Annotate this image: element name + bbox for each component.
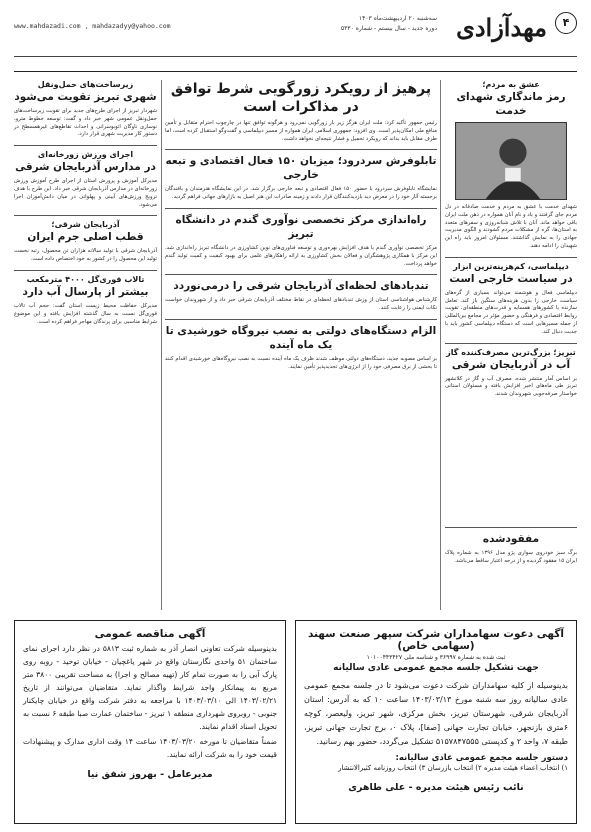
ad-body: بدینوسیله از کلیه سهامداران شرکت دعوت می‌شود تا در جلسه مجمع عمومی عادی سالیانه روز سه شنبه مورخ ۱۴۰۳/۰۳/۱۳ ساعت ۱۰ که به آدرس: استان آذربایجان شرقی، شهرستان تبریز، بخش مرکزی، شهر تبریز، ولیعصر، کوچه ۶متری بازنجهر، خیابان تجارت جهانی [صفا]، پلاک ۰، برج تجارت جهانی تبریز، طبقه ۷، واحد ۲ و کدپستی ۵۱۵۷۸۴۷۵۵۵ تشکیل می‌گردد، حضور بهم رسانید.	[304, 681, 569, 746]
section-divider	[445, 257, 577, 258]
article-headline: تندبادهای لحظه‌ای آذربایجان شرقی را درمی‌نوردد	[173, 280, 429, 293]
article-body: مدیرکل آموزش و پرورش استان از اجرای طرح آموزش ورزش زورخانه‌ای در مدارس آذربایجان شرقی خبر داد. این طرح با هدف ترویج ورزش‌های آیینی و پهلوانی در میان دانش‌آموزان اجرا می‌شود.	[14, 178, 157, 208]
article-wetland	[14, 275, 157, 326]
ad-title: آگهی مناقصه عمومی	[94, 628, 206, 640]
article-kicker: عشق به مردم؛	[482, 80, 540, 89]
article-solar	[165, 324, 437, 372]
right-column	[445, 80, 577, 405]
article-kicker: اجرای ورزش زورخانه‌ای	[37, 150, 134, 160]
issue-date: سه‌شنبه ۲۰ اردیبهشت‌ماه ۱۴۰۳	[358, 15, 437, 22]
newspaper-page	[14, 8, 577, 824]
article-body: دیپلماسی فعال و هوشمند می‌تواند بسیاری از گره‌های سیاست خارجی را بدون هزینه‌های سنگین باز کند. تعامل سازنده با کشورهای همسایه و قدرت‌های منطقه‌ای، تقویت روابط اقتصادی و فرهنگی و حضور مؤثر در مجامع بین‌المللی از جمله مسیرهایی است که دستگاه دیپلماسی کشور باید با جدیت دنبال کند.	[445, 289, 577, 335]
section-divider	[165, 319, 437, 320]
masthead	[14, 8, 577, 72]
article-zurkhaneh	[14, 150, 157, 209]
article-headline: در سیاست خارجی است	[449, 272, 573, 285]
ad-title: آگهی دعوت سهامداران شرکت سپهر صنعت سهند (سهامی خاص)	[307, 628, 565, 652]
article-body: آذربایجان شرقی با تولید سالانه هزاران تن محصول، رتبه نخست تولید این محصول را در کشور به خود اختصاص داده است.	[14, 248, 157, 263]
section-divider	[165, 149, 437, 150]
section-divider	[445, 527, 577, 528]
email-link[interactable]: mahdazadyy@yahoo.com	[92, 22, 171, 30]
article-kicker: تبریز؛ بزرگ‌ترین مصرف‌کننده گاز	[446, 347, 576, 357]
article-headline: قطب اصلی جرم ایران	[27, 231, 144, 244]
lost-notice	[445, 524, 577, 572]
article-body: رئیس جمهور تأکید کرد: ملت ایران هرگز زیر بار زورگویی نمی‌رود و هرگونه توافق تنها در چارچوب احترام متقابل و تأمین منافع ملی امکان‌پذیر است. وی افزود: جمهوری اسلامی ایران همواره از مسیر دیپلماسی و گفت‌وگو استقبال کرده است، اما طرف مقابل باید بداند که رویکرد تحمیل و فشار نتیجه‌ای نخواهد داشت.	[165, 120, 437, 142]
section-divider	[445, 343, 577, 344]
issue-number: دوره جدید - سال بیستم - شماره ۵۳۳۰	[340, 25, 437, 32]
article-headline: بیشتر از پارسال آب دارد	[22, 285, 149, 298]
article-kicker: زیرساخت‌های حمل‌ونقل	[37, 80, 134, 89]
ad-subtitle: جهت تشکیل جلسه مجمع عمومی عادی سالیانه	[333, 663, 539, 673]
ad-signature: نائب رئیس هیئت مدیره - علی طاهری	[348, 782, 524, 793]
article-martyrs	[445, 80, 577, 251]
article-carpet	[165, 154, 437, 202]
newspaper-logo: مهدآزادی	[456, 13, 547, 42]
section-divider	[14, 145, 157, 146]
portrait-image	[456, 123, 566, 199]
website-link[interactable]: www.mahdazadi.com	[14, 22, 81, 30]
ad-signature: مدیرعامل - بهروز شفق نیا	[87, 769, 213, 780]
article-headline: الزام دستگاه‌های دولتی به نصب نیروگاه خورشیدی تا یک ماه آینده	[165, 324, 437, 351]
column-divider	[161, 80, 162, 610]
article-body: شهردار تبریز از اجرای طرح‌های جدید برای تقویت زیرساخت‌های حمل‌ونقل عمومی شهر خبر داد و گفت: توسعه خطوط مترو، نوسازی ناوگان اتوبوسرانی و احداث تقاطع‌های غیرهمسطح در دستور کار مدیریت شهری قرار دارد.	[14, 108, 157, 138]
section-divider	[14, 215, 157, 216]
masthead-rule	[14, 56, 577, 57]
article-body: مدیرکل حفاظت محیط زیست استان گفت: حجم آب تالاب قوری‌گل نسبت به سال گذشته افزایش یافته و این موضوع شرایط مناسبی برای پرندگان مهاجر فراهم کرده است.	[14, 302, 157, 325]
article-headline: شهری تبریز تقویت می‌شود	[14, 91, 157, 103]
ad-agenda-title: دستور جلسه مجمع عمومی عادی سالیانه:	[395, 753, 568, 763]
ad-deadline: ضمناً متقاضیان تا مورخه ۱۴۰۳/۰۳/۲۰ ساعت ۱۴ وقت اداری مدارک و پیشنهادات قیمت خود را به شرکت ارائه نمایند.	[23, 737, 277, 759]
ad-registration: ثبت شده به شماره ۳۶۹۹۷ و شناسه ملی ۱۰۱۰۰۴۴۳۴۲۷	[366, 654, 506, 661]
portrait-photo	[455, 122, 567, 200]
article-body: کارشناس هواشناسی استان از وزش تندبادهای لحظه‌ای در نقاط مختلف آذربایجان شرقی خبر داد و از شهروندان خواست نکات ایمنی را رعایت کنند.	[165, 297, 437, 312]
article-body: نمایشگاه تابلوفرش سردرود با حضور ۱۵۰ فعال اقتصادی و تبعه خارجی برگزار شد. در این نمایشگاه هنرمندان و بافندگان برجسته آثار خود را در معرض دید بازدیدکنندگان قرار دادند و زمینه صادرات این هنر اصیل به بازارهای جهانی فراهم گردید.	[165, 186, 437, 201]
article-headline: راه‌اندازی مرکز تخصصی نوآوری گندم در دانشگاه تبریز	[175, 213, 427, 240]
article-headline: تابلوفرش سردرود؛ میزبان ۱۵۰ فعال اقتصادی و تبعه خارجی	[165, 155, 437, 182]
article-body: شهدای خدمت با عشق به مردم و خدمت صادقانه در دل مردم جای گرفتند و یاد و نام آنان همواره در ذهن ملت ایران باقی خواهد ماند. آنان با تلاش شبانه‌روزی و سفرهای متعدد به استان‌ها، گره از مشکلات مردم گشودند و الگوی مدیریت جهادی را به نمایش گذاشتند. مسئولان امروز باید راه این شهیدان را ادامه دهند.	[445, 204, 577, 249]
article-body: بر اساس آمار منتشر شده، مصرف آب و گاز در کلانشهر تبریز طی ماه‌های اخیر افزایش یافته و مسئولان استانی خواستار صرفه‌جویی شهروندان شدند.	[445, 375, 577, 398]
article-water	[445, 348, 577, 399]
lost-headline: مفقودشده	[482, 533, 540, 545]
article-production	[14, 220, 157, 264]
article-kicker: آذربایجان شرقی؛	[51, 220, 120, 230]
main-headline: پرهیز از رویکرد زورگویی شرط توافق در مذاکرات است	[170, 81, 432, 115]
article-headline: رمز ماندگاری شهدای خدمت	[456, 91, 566, 117]
article-body: مرکز تخصصی نوآوری گندم با هدف افزایش بهره‌وری و توسعه فناوری‌های نوین کشاورزی در دانشگاه تبریز راه‌اندازی شد. این مرکز با همکاری پژوهشگران و فعالان بخش کشاورزی به ارائه راهکارهای علمی برای بهبود کیفیت و کمیت تولید گندم خواهد پرداخت.	[165, 244, 437, 267]
article-body: بر اساس مصوبه جدید، دستگاه‌های دولتی موظف شدند ظرف یک ماه آینده نسبت به نصب نیروگاه‌های خورشیدی اقدام کنند تا بخشی از برق مصرفی خود را از انرژی‌های تجدیدپذیر تأمین نمایند.	[165, 355, 437, 370]
section-divider	[165, 208, 437, 209]
shareholders-invitation-ad	[295, 620, 577, 824]
article-kicker: دیپلماسی، کم‌هزینه‌ترین ابزار	[453, 261, 569, 271]
page-number: ۴	[555, 12, 577, 34]
issue-info	[297, 14, 437, 34]
left-column	[14, 80, 157, 332]
article-headline: آب در آذربایجان شرقی	[451, 358, 571, 371]
section-divider	[165, 274, 437, 275]
ad-body: بدینوسیله شرکت تعاونی انصار آذر به شماره ثبت ۵۸۱۳ در نظر دارد اجرای نمای ساختمان ۵۱ واحدی نگارستان واقع در شهر یاغچیان - خیابان توحید - روبه روی پارک آبی را به صورت تمام کار (تهیه مصالح و اجرا) به مساحت تقریبی ۳۸۰۰ متر مربع به پیمانکار واجد شرایط واگذار نماید. متقاضیان می‌توانند از تاریخ ۱۴۰۳/۰۲/۲۱ الی ۱۴۰۳/۰۳/۱۰ با مراجعه به دفتر شرکت واقع در خیابان چایکنار جنوبی - روبروی شهرداری منطقه ۱ تبریز - ساختمان عمارت صبا طبقه ۶ نسبت به تحویل اسناد اقدام نمایند.	[23, 644, 278, 731]
ad-agenda: ۱) انتخاب اعضاء هیئت مدیره ۲) انتخاب بازرسان ۳) انتخاب روزنامه کثیرالانتشار	[338, 764, 568, 772]
article-transport	[14, 80, 157, 139]
article-wheat	[165, 213, 437, 268]
section-divider	[14, 270, 157, 271]
middle-column	[165, 80, 437, 378]
lost-body: برگ سبز خودروی سواری پژو مدل ۱۳۹۶ به شماره پلاک ایران ۱۵ مفقود گردیده و از درجه اعتبار ساقط می‌باشد.	[445, 550, 577, 564]
article-wind	[165, 279, 437, 313]
article-diplomacy	[445, 262, 577, 337]
article-kicker: تالاب قوری‌گل ۴۰۰۰ مترمکعب	[26, 274, 145, 284]
tender-ad	[14, 620, 286, 824]
column-divider	[440, 80, 441, 610]
contact-info: www.mahdazadi.com , mahdazadyy@yahoo.com	[14, 22, 171, 30]
article-main	[165, 80, 437, 143]
article-headline: در مدارس آذربایجان شرقی	[15, 161, 156, 174]
